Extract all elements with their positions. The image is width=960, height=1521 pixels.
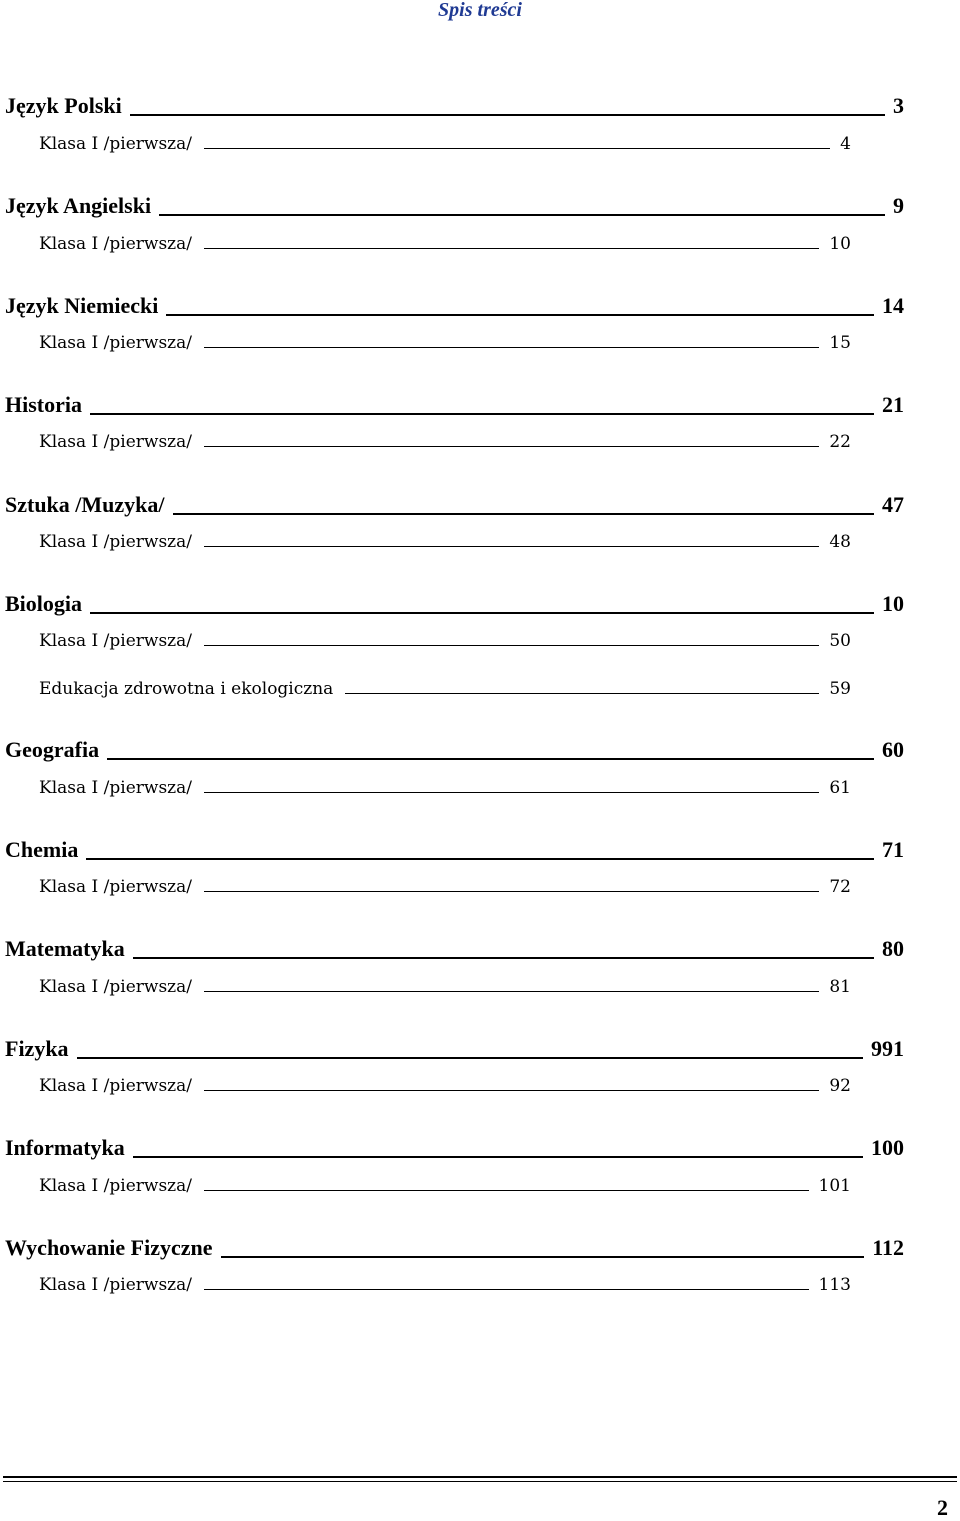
toc-subentry-page: 48 xyxy=(829,532,851,552)
toc-subentry[interactable] xyxy=(39,1176,851,1196)
toc-subentry[interactable] xyxy=(39,234,851,254)
toc-subentry-page: 72 xyxy=(829,877,851,897)
toc-entry-page: 47 xyxy=(882,492,904,517)
toc-subentry-page: 22 xyxy=(829,432,851,452)
toc-leader-line xyxy=(204,1289,809,1290)
toc-entry[interactable] xyxy=(5,293,904,319)
toc-leader-line xyxy=(204,546,819,547)
toc-entry[interactable] xyxy=(5,591,904,617)
toc-subentry-page: 10 xyxy=(829,234,851,254)
toc-leader-line xyxy=(90,413,874,415)
toc-subentry-title: Klasa I /pierwsza/ xyxy=(39,532,192,552)
toc-subentry-title: Klasa I /pierwsza/ xyxy=(39,1076,192,1096)
toc-subentry[interactable] xyxy=(39,977,851,997)
toc-subentry-title: Klasa I /pierwsza/ xyxy=(39,1275,192,1295)
toc-leader-line xyxy=(204,248,819,249)
toc-subentry[interactable] xyxy=(39,532,851,552)
toc-subentry-page: 50 xyxy=(829,631,851,651)
toc-leader-line xyxy=(345,693,819,694)
toc-leader-line xyxy=(166,314,874,316)
toc-subentry-page: 15 xyxy=(829,333,851,353)
toc-entry-title: Biologia xyxy=(5,591,83,616)
toc-entry-title: Matematyka xyxy=(5,936,125,961)
page-title: Spis treści xyxy=(438,0,522,21)
toc-leader-line xyxy=(107,758,874,760)
toc-entry-title: Historia xyxy=(5,392,82,417)
toc-subentry-title: Klasa I /pierwsza/ xyxy=(39,977,192,997)
toc-subentry-page: 4 xyxy=(840,134,851,154)
toc-subentry-page: 81 xyxy=(829,977,851,997)
toc-entry[interactable] xyxy=(5,392,904,418)
toc-entry-page: 14 xyxy=(882,293,904,318)
toc-entry-page: 71 xyxy=(882,837,904,862)
toc-entry-page: 10 xyxy=(882,591,904,616)
toc-subentry[interactable] xyxy=(39,1076,851,1096)
toc-subentry-page: 113 xyxy=(818,1275,851,1295)
toc-entry[interactable] xyxy=(5,492,904,518)
toc-entry-title: Język Polski xyxy=(5,93,122,118)
toc-subentry-title: Klasa I /pierwsza/ xyxy=(39,333,192,353)
toc-leader-line xyxy=(133,1156,863,1158)
toc-entry-title: Informatyka xyxy=(5,1135,125,1160)
toc-leader-line xyxy=(204,991,819,992)
toc-subentry-title: Klasa I /pierwsza/ xyxy=(39,778,192,798)
toc-entry[interactable] xyxy=(5,936,904,962)
toc-entry-page: 3 xyxy=(893,93,904,118)
toc-subentry[interactable] xyxy=(39,778,851,798)
toc-leader-line xyxy=(86,858,874,860)
toc-subentry-title: Klasa I /pierwsza/ xyxy=(39,134,192,154)
toc-leader-line xyxy=(204,792,819,793)
toc-subentry[interactable] xyxy=(39,333,851,353)
toc-subentry-page: 59 xyxy=(829,679,851,699)
toc-entry[interactable] xyxy=(5,1135,904,1161)
toc-subentry-title: Klasa I /pierwsza/ xyxy=(39,877,192,897)
toc-leader-line xyxy=(204,446,819,447)
toc-entry-title: Wychowanie Fizyczne xyxy=(5,1235,213,1260)
toc-subentry[interactable] xyxy=(39,631,851,651)
toc-entry-page: 991 xyxy=(871,1036,904,1061)
toc-entry-page: 21 xyxy=(882,392,904,417)
toc-leader-line xyxy=(77,1057,863,1059)
toc-entry[interactable] xyxy=(5,93,904,119)
toc-subentry-title: Klasa I /pierwsza/ xyxy=(39,234,192,254)
toc-entry[interactable] xyxy=(5,837,904,863)
toc-entry-page: 60 xyxy=(882,737,904,762)
toc-entry[interactable] xyxy=(5,1036,904,1062)
toc-subentry[interactable] xyxy=(39,134,851,154)
toc-leader-line xyxy=(130,114,885,116)
toc-entry-title: Sztuka /Muzyka/ xyxy=(5,492,165,517)
toc-subentry-title: Klasa I /pierwsza/ xyxy=(39,631,192,651)
toc-entry[interactable] xyxy=(5,1235,904,1261)
toc-subentry[interactable] xyxy=(39,1275,851,1295)
toc-leader-line xyxy=(204,347,819,348)
toc-subentry-title: Edukacja zdrowotna i ekologiczna xyxy=(39,679,334,699)
page-number: 2 xyxy=(937,1495,948,1520)
toc-entry-title: Fizyka xyxy=(5,1036,69,1061)
toc-entry-title: Chemia xyxy=(5,837,79,862)
footer-divider xyxy=(3,1476,957,1478)
toc-entry-title: Język Niemiecki xyxy=(5,293,159,318)
toc-subentry-page: 61 xyxy=(829,778,851,798)
toc-entry-title: Geografia xyxy=(5,737,100,762)
toc-subentry[interactable] xyxy=(39,877,851,897)
toc-subentry[interactable] xyxy=(39,679,851,699)
toc-leader-line xyxy=(221,1256,865,1258)
toc-subentry[interactable] xyxy=(39,432,851,452)
toc-subentry-page: 92 xyxy=(829,1076,851,1096)
toc-subentry-title: Klasa I /pierwsza/ xyxy=(39,1176,192,1196)
toc-entry[interactable] xyxy=(5,737,904,763)
toc-subentry-title: Klasa I /pierwsza/ xyxy=(39,432,192,452)
toc-leader-line xyxy=(204,148,830,149)
toc-entry-title: Język Angielski xyxy=(5,193,152,218)
footer-divider-thin xyxy=(3,1481,957,1482)
toc-leader-line xyxy=(133,957,874,959)
toc-subentry-page: 101 xyxy=(818,1176,851,1196)
toc-leader-line xyxy=(204,645,819,646)
toc-entry-page: 9 xyxy=(893,193,904,218)
toc-leader-line xyxy=(159,214,885,216)
toc-leader-line xyxy=(204,891,819,892)
toc-leader-line xyxy=(204,1090,819,1091)
toc-leader-line xyxy=(204,1190,809,1191)
toc-entry-page: 80 xyxy=(882,936,904,961)
toc-leader-line xyxy=(173,513,874,515)
toc-entry-page: 100 xyxy=(871,1135,904,1160)
toc-entry[interactable] xyxy=(5,193,904,219)
toc-leader-line xyxy=(90,612,874,614)
toc-entry-page: 112 xyxy=(872,1235,904,1260)
